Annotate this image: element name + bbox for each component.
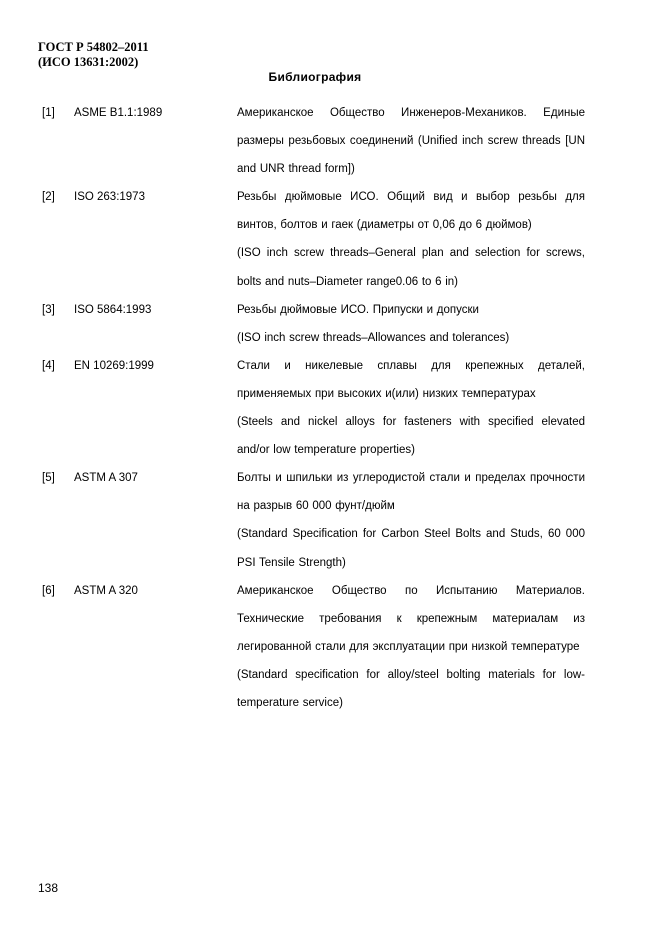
entry-number: [5] bbox=[42, 472, 55, 485]
bibliography-list bbox=[0, 99, 661, 717]
entry-description bbox=[237, 183, 585, 295]
entry-number: [6] bbox=[42, 584, 55, 597]
entry-code: ISO 5864:1993 bbox=[74, 303, 152, 316]
entry-paragraph: (Steels and nickel alloys for fasteners with specified elevated and/or low temperature properties) bbox=[237, 416, 585, 457]
standard-designation: ГОСТ Р 54802–2011 bbox=[38, 40, 149, 54]
entry-description bbox=[237, 464, 585, 576]
entry-description bbox=[237, 577, 585, 717]
entry-code: ASTM A 307 bbox=[74, 472, 138, 485]
entry-paragraph: (Standard specification for alloy/steel bolting materials for low-temperature service) bbox=[237, 668, 585, 709]
entry-paragraph: (Standard Specification for Carbon Steel Bolts and Studs, 60 000 PSI Tensile Strength) bbox=[237, 528, 585, 569]
iso-reference: (ИСО 13631:2002) bbox=[38, 55, 139, 69]
bibliography-entry-4 bbox=[0, 352, 661, 464]
entry-code: EN 10269:1999 bbox=[74, 359, 154, 372]
page-number: 138 bbox=[38, 881, 59, 895]
entry-code: ASTM A 320 bbox=[74, 584, 138, 597]
entry-paragraph: (ISO inch screw threads–Allowances and tolerances) bbox=[237, 331, 510, 344]
entry-description bbox=[237, 352, 585, 464]
bibliography-entry-6 bbox=[0, 577, 661, 717]
entry-paragraph: Резьбы дюймовые ИСО. Припуски и допуски bbox=[237, 303, 479, 316]
standard-header bbox=[38, 40, 149, 70]
entry-number: [3] bbox=[42, 303, 55, 316]
entry-paragraph: Болты и шпильки из углеродистой стали и пределах прочности на разрыв 60 000 фунт/дюйм bbox=[237, 472, 585, 513]
entry-paragraph: Стали и никелевые сплавы для крепежных деталей, применяемых при высоких и(или) низких температурах bbox=[237, 359, 585, 400]
entry-code: ASME B1.1:1989 bbox=[74, 107, 163, 119]
bibliography-entry-5 bbox=[0, 464, 661, 576]
entry-paragraph: Американское Общество по Испытанию Материалов. Технические требования к крепежным материалам из легированной стали для эксплуатации при низкой температуре bbox=[237, 584, 585, 653]
bibliography-entry-1 bbox=[0, 99, 661, 183]
bibliography-title: Библиография bbox=[268, 70, 362, 84]
bibliography-entry-2 bbox=[0, 183, 661, 295]
entry-description bbox=[237, 296, 585, 352]
entry-code: ISO 263:1973 bbox=[74, 191, 145, 204]
entry-description bbox=[237, 99, 585, 183]
entry-number: [4] bbox=[42, 359, 55, 372]
entry-number: [1] bbox=[42, 107, 55, 119]
bibliography-entry-3 bbox=[0, 296, 661, 352]
entry-paragraph: Американское Общество Инженеров-Механиков. Единые размеры резьбовых соединений (Unified inch screw threads [UN and UNR thread form]) bbox=[237, 107, 585, 176]
entry-number: [2] bbox=[42, 191, 55, 204]
entry-paragraph: (ISO inch screw threads–General plan and selection for screws, bolts and nuts–Diameter range0.06 to 6 in) bbox=[237, 247, 585, 288]
entry-paragraph: Резьбы дюймовые ИСО. Общий вид и выбор резьбы для винтов, болтов и гаек (диаметры от 0,06 до 6 дюймов) bbox=[237, 191, 585, 232]
